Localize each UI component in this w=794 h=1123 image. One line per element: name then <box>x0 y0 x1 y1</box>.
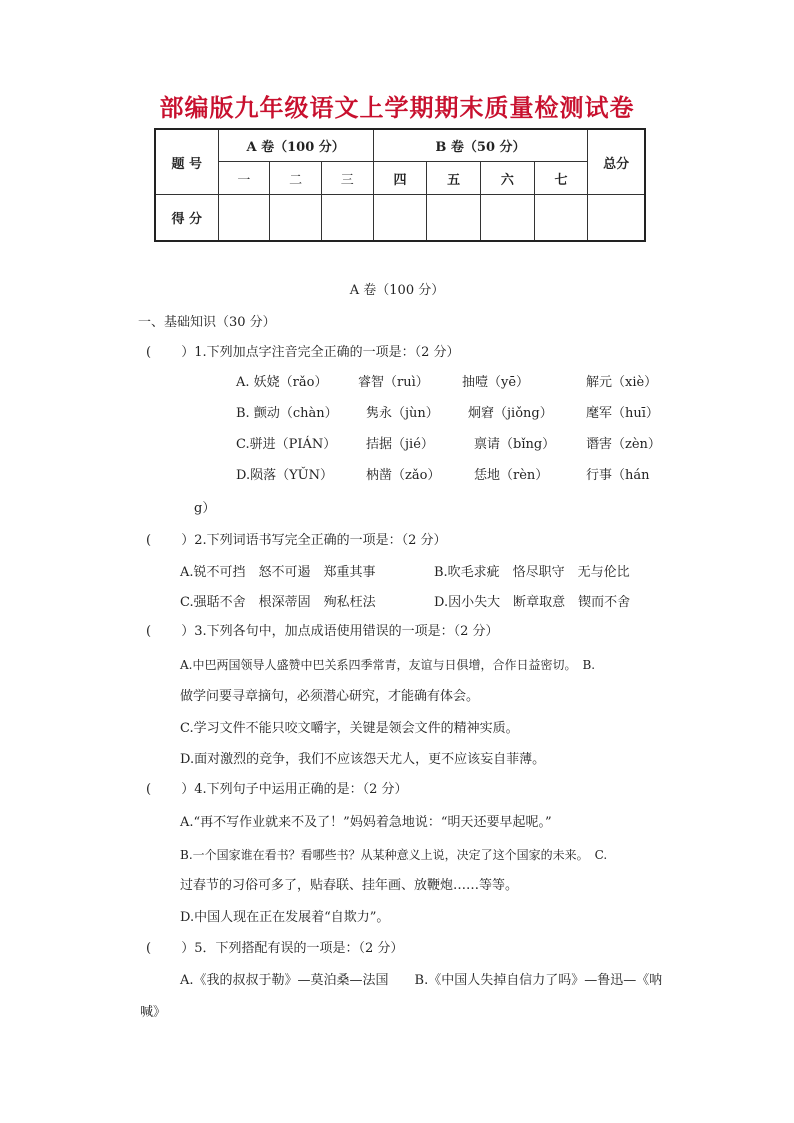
score-cell[interactable] <box>481 195 535 242</box>
col-header-3: 三 <box>321 162 373 195</box>
q1-b-2: 隽永（jùn） <box>366 406 439 421</box>
q2-option-b: B.吹毛求疵 恪尽职守 无与伦比 <box>434 565 630 580</box>
q4-stem: ( ）4.下列句子中运用正确的是：（2 分） <box>146 782 408 797</box>
col-header-5: 五 <box>427 162 481 195</box>
score-label: 得 分 <box>155 195 218 242</box>
score-cell[interactable] <box>270 195 322 242</box>
score-cell[interactable] <box>427 195 481 242</box>
q1-c-4: 谮害（zèn） <box>586 437 661 452</box>
score-cell[interactable] <box>373 195 427 242</box>
a-heading: A 卷（100 分） <box>349 283 445 298</box>
score-cell[interactable] <box>218 195 270 242</box>
score-cell-total[interactable] <box>588 195 645 242</box>
col-header-2: 二 <box>270 162 322 195</box>
q2-option-d: D.因小失大 断章取意 锲而不舍 <box>434 595 631 610</box>
q1-a-2: 睿智（ruì） <box>358 375 429 390</box>
total-header: 总分 <box>588 129 645 195</box>
col-header-4: 四 <box>373 162 427 195</box>
q3-option-a: A.中巴两国领导人盛赞中巴关系四季常青，友谊与日俱增，合作日益密切。 B. <box>180 658 596 672</box>
q1-a-1: A. 妖娆（rǎo） <box>236 375 328 390</box>
q1-b-1: B. 颤动（chàn） <box>236 406 338 421</box>
score-cell[interactable] <box>534 195 588 242</box>
q1-d-1: D.陨落（YǓN） <box>236 468 334 483</box>
q4-option-a: A.“再不写作业就来不及了！”妈妈着急地说：“明天还要早起呢。” <box>180 815 552 830</box>
q1-a-4: 解元（xiè） <box>586 375 658 390</box>
q4-option-d: D.中国人现在正在发展着“自欺力”。 <box>180 910 390 925</box>
q4-option-b: B.一个国家谁在看书？看哪些书？从某种意义上说，决定了这个国家的未来。 C. <box>180 848 608 862</box>
q2-stem: ( ）2.下列词语书写完全正确的一项是：（2 分） <box>146 533 447 548</box>
b-section-header: B 卷（50 分） <box>373 129 588 162</box>
q3-option-c: C.学习文件不能只咬文嚼字，关键是领会文件的精神实质。 <box>180 721 519 736</box>
q5-cont: 喊》 <box>140 1005 167 1020</box>
col-header-7: 七 <box>534 162 588 195</box>
q1-d-3: 恁地（rèn） <box>474 468 549 483</box>
col-header-6: 六 <box>481 162 535 195</box>
a-section-header: A 卷（100 分） <box>218 129 373 162</box>
score-cell[interactable] <box>321 195 373 242</box>
q2-option-c: C.强聒不舍 根深蒂固 殉私枉法 <box>180 595 376 610</box>
q1-c-3: 禀请（bǐng） <box>474 437 556 452</box>
q1-c-1: C.骈进（PIÁN） <box>236 437 337 452</box>
q1-stem: ( ）1.下列加点字注音完全正确的一项是：（2 分） <box>146 345 460 360</box>
q1-d-4: 行事（hán <box>586 468 650 483</box>
q1-b-3: 炯窘（jiǒng） <box>468 406 553 421</box>
section1-heading: 一、基础知识（30 分） <box>138 315 276 330</box>
q3-option-b: 做学问要寻章摘句，必须潜心研究，才能确有体会。 <box>180 689 480 704</box>
q5-stem: ( ）5．下列搭配有误的一项是：（2 分） <box>146 941 404 956</box>
q1-c-2: 拮据（jié） <box>366 437 434 452</box>
page-title: 部编版九年级语文上学期期末质量检测试卷 <box>159 94 635 122</box>
q1-d-2: 枘凿（zǎo） <box>366 468 441 483</box>
header-label: 题 号 <box>155 129 218 195</box>
q1-a-3: 抽噎（yē） <box>462 375 530 390</box>
q4-option-c: 过春节的习俗可多了，贴春联、挂年画、放鞭炮……等等。 <box>180 878 519 893</box>
q2-option-a: A.锐不可挡 怒不可遏 郑重其事 <box>180 565 376 580</box>
score-table <box>154 128 646 242</box>
q3-stem: ( ）3.下列各句中，加点成语使用错误的一项是：（2 分） <box>146 624 499 639</box>
q5-option-a: A.《我的叔叔于勒》—莫泊桑—法国 B.《中国人失掉自信力了吗》—鲁迅—《呐 <box>180 973 663 988</box>
q3-option-d: D.面对激烈的竞争，我们不应该怨天尤人，更不应该妄自菲薄。 <box>180 752 546 767</box>
q1-d-cont: g） <box>194 501 216 516</box>
q1-b-4: 麾军（huī） <box>586 406 659 421</box>
col-header-1: 一 <box>218 162 270 195</box>
